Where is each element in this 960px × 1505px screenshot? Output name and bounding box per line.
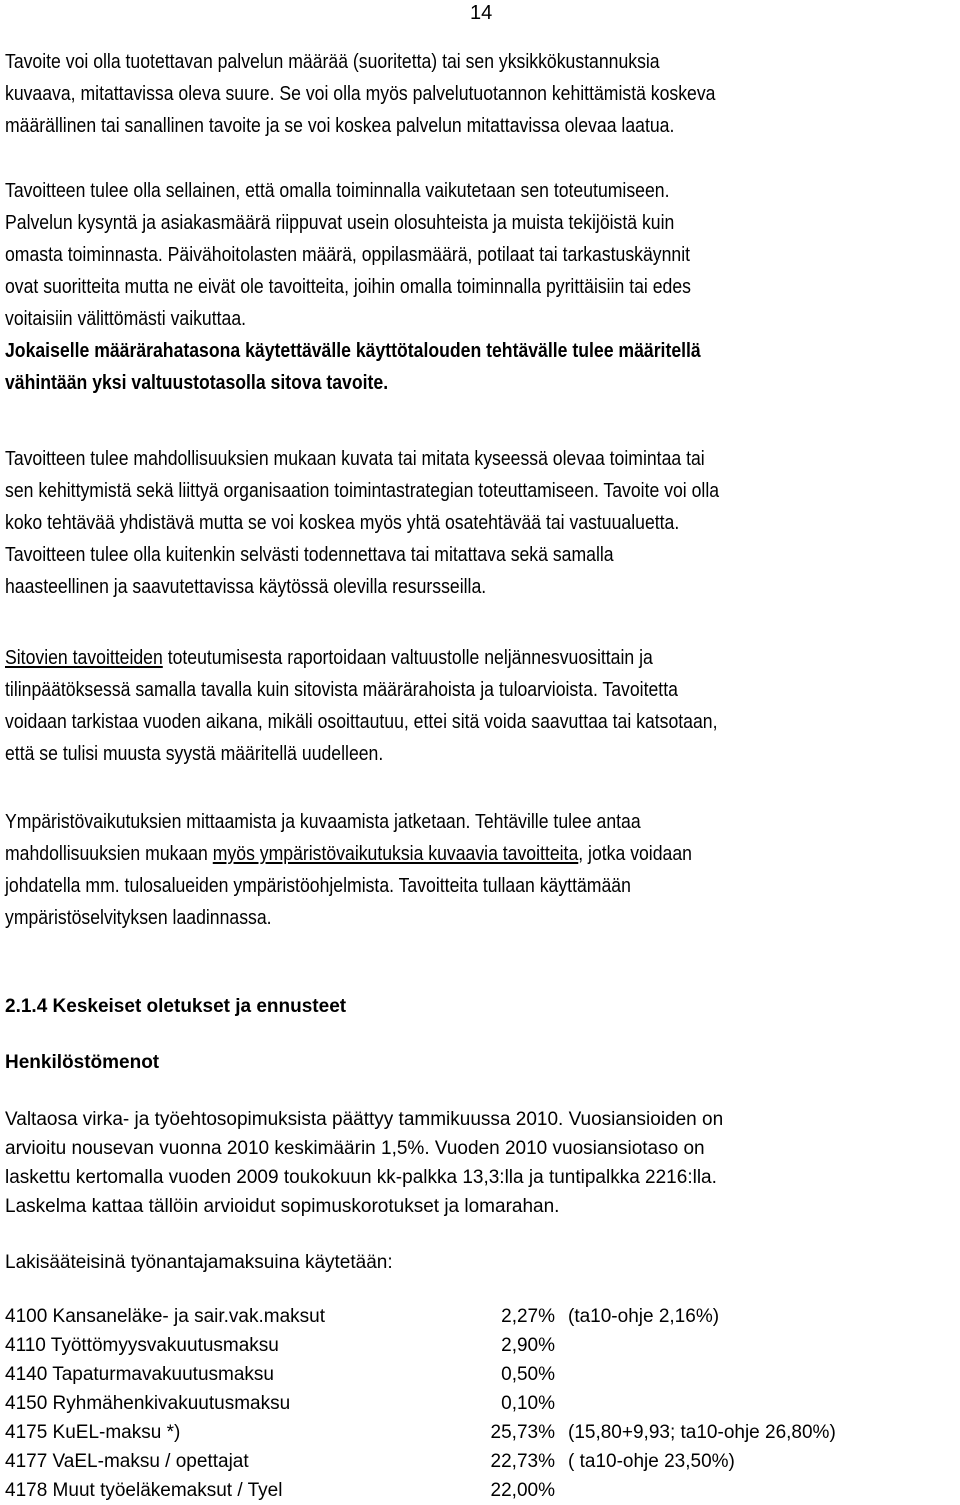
- paragraph-line: Lakisääteisinä työnantajamaksuina käytetään:: [5, 1252, 393, 1273]
- payment-name: 4150 Ryhmähenkivakuutusmaksu: [5, 1393, 291, 1414]
- paragraph-line: Palvelun kysyntä ja asiakasmäärä riippuvat usein olosuhteista ja muista tekijöistä kuin: [5, 211, 675, 234]
- paragraph-line: koko tehtävää yhdistävä mutta se voi koskea myös yhtä osatehtävää tai vastuualuetta.: [5, 511, 680, 534]
- text-span: toteutumisesta raportoidaan valtuustolle neljännesvuosittain ja: [162, 646, 653, 669]
- payment-name: 4110 Työttömyysvakuutusmaksu: [5, 1335, 279, 1356]
- paragraph-line: kuvaava, mitattavissa oleva suure. Se voi olla myös palvelutuotannon kehittämistä koskeva: [5, 82, 716, 105]
- paragraph-line: [5, 239, 690, 271]
- payment-value: 2,90%: [501, 1335, 555, 1356]
- payment-value: 22,73%: [490, 1451, 555, 1472]
- paragraph-line: voitaisiin välittömästi vaikuttaa.: [5, 307, 247, 330]
- paragraph-line: Tavoitteen tulee olla sellainen, että omalla toiminnalla vaikutetaan sen toteutumiseen.: [5, 179, 670, 202]
- paragraph-line: arvioitu nousevan vuonna 2010 keskimäärin 1,5%. Vuoden 2010 vuosiansiotaso on: [5, 1138, 705, 1159]
- bold-statement-line: Jokaiselle määrärahatasona käytettävälle käyttötalouden tehtävälle tulee määritellä: [5, 339, 701, 362]
- paragraph-line: sen kehittymistä sekä liittyä organisaation toimintastrategian toteuttamiseen. Tavoite voi olla: [5, 479, 720, 502]
- paragraph-line: Laskelma kattaa tällöin arvioidut sopimuskorotukset ja lomarahan.: [5, 1196, 560, 1217]
- payment-note: (15,80+9,93; ta10-ohje 26,80%): [568, 1422, 836, 1443]
- paragraph-line: voidaan tarkistaa vuoden aikana, mikäli osoittautuu, ettei sitä voida saavuttaa tai katsotaan,: [5, 710, 718, 733]
- payment-name: 4100 Kansaneläke- ja sair.vak.maksut: [5, 1306, 326, 1327]
- payment-value: 2,27%: [501, 1306, 555, 1327]
- paragraph-line: määrällinen tai sanallinen tavoite ja se voi koskea palvelun mitattavissa olevaa laatua.: [5, 114, 675, 137]
- paragraph-line: että se tulisi muusta syystä määritellä uudelleen.: [5, 742, 384, 765]
- payment-value: 25,73%: [490, 1422, 555, 1443]
- page-number: 14: [470, 2, 493, 24]
- text-span: omasta toiminnasta.: [5, 243, 163, 266]
- underlined-term: Sitovien tavoitteiden: [5, 646, 163, 669]
- payment-value: 0,50%: [501, 1364, 555, 1385]
- text-span: Päivähoitolasten määrä, oppilasmäärä, potilaat tai tarkastuskäynnit: [167, 243, 691, 266]
- payment-note: (ta10-ohje 2,16%): [568, 1306, 720, 1327]
- paragraph-line: Tavoitteen tulee olla kuitenkin selvästi todennettava tai mitattava sekä samalla: [5, 543, 614, 566]
- payment-value: 0,10%: [501, 1393, 555, 1414]
- paragraph-line: ympäristöselvityksen laadinnassa.: [5, 906, 272, 929]
- text-span: , jotka voidaan: [578, 842, 692, 865]
- payment-name: 4177 VaEL-maksu / opettajat: [5, 1451, 249, 1472]
- subheading: Henkilöstömenot: [5, 1052, 160, 1073]
- paragraph-line: Tavoitteen tulee mahdollisuuksien mukaan kuvata tai mitata kyseessä olevaa toimintaa tai: [5, 447, 705, 470]
- section-heading: 2.1.4 Keskeiset oletukset ja ennusteet: [5, 996, 347, 1017]
- paragraph-line: ovat suoritteita mutta ne eivät ole tavoitteita, joihin omalla toiminnalla pyrittäisiin tai edes: [5, 275, 691, 298]
- payment-note: ( ta10-ohje 23,50%): [568, 1451, 735, 1472]
- paragraph-line: tilinpäätöksessä samalla tavalla kuin sitovista määrärahoista ja tuloarvioista. Tavoitetta: [5, 678, 678, 701]
- payment-name: 4140 Tapaturmavakuutusmaksu: [5, 1364, 274, 1385]
- payment-name: 4175 KuEL-maksu *): [5, 1422, 181, 1443]
- payment-value: 22,00%: [490, 1480, 555, 1501]
- paragraph-line: Valtaosa virka- ja työehtosopimuksista päättyy tammikuussa 2010. Vuosiansioiden on: [5, 1109, 724, 1130]
- paragraph-line: [5, 838, 692, 870]
- paragraph-line: Tavoite voi olla tuotettavan palvelun määrää (suoritetta) tai sen yksikkökustannuksia: [5, 50, 660, 73]
- underlined-term: myös ympäristövaikutuksia kuvaavia tavoitteita: [212, 842, 579, 865]
- payment-name: 4178 Muut työeläkemaksut / Tyel: [5, 1480, 283, 1501]
- bold-statement-line: vähintään yksi valtuustotasolla sitova tavoite.: [5, 371, 389, 394]
- paragraph-line: haasteellinen ja saavutettavissa käytössä olevilla resursseilla.: [5, 575, 487, 598]
- text-span: mahdollisuuksien mukaan: [5, 842, 213, 865]
- paragraph-line: johdatella mm. tulosalueiden ympäristöohjelmista. Tavoitteita tullaan käyttämään: [5, 874, 631, 897]
- paragraph-line: laskettu kertomalla vuoden 2009 toukokuun kk-palkka 13,3:lla ja tuntipalkka 2216:lla.: [5, 1167, 717, 1188]
- paragraph-line: [5, 642, 653, 674]
- paragraph-line: Ympäristövaikutuksien mittaamista ja kuvaamista jatketaan. Tehtäville tulee antaa: [5, 810, 641, 833]
